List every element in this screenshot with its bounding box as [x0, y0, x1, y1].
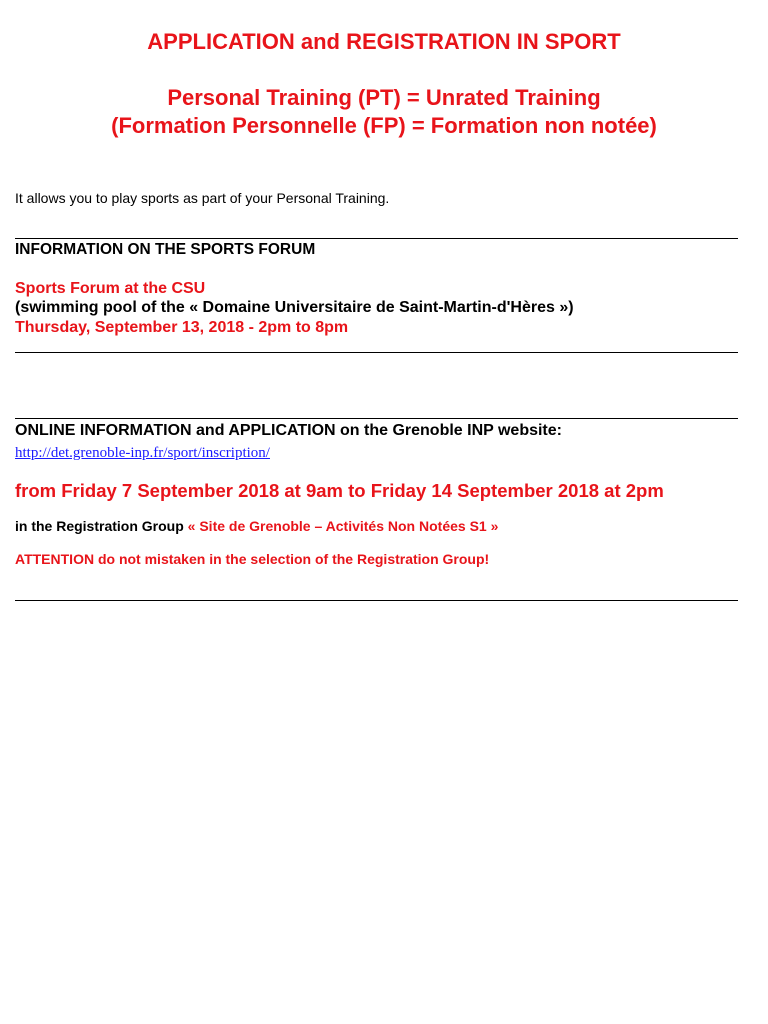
document-subtitle-line1: Personal Training (PT) = Unrated Training: [167, 85, 601, 110]
divider-line: [15, 352, 738, 353]
divider-line: [15, 238, 738, 239]
sports-forum-date: Thursday, September 13, 2018 - 2pm to 8pm: [15, 319, 349, 336]
registration-link[interactable]: http://det.grenoble-inp.fr/sport/inscription/: [15, 445, 270, 461]
registration-group-prefix: in the Registration Group: [15, 518, 184, 534]
attention-warning: ATTENTION do not mistaken in the selection of the Registration Group!: [15, 551, 490, 567]
online-application-heading: ONLINE INFORMATION and APPLICATION on the Grenoble INP website:: [15, 422, 562, 439]
sports-forum-heading: INFORMATION ON THE SPORTS FORUM: [15, 241, 316, 258]
intro-text: It allows you to play sports as part of your Personal Training.: [15, 190, 390, 206]
document-title: APPLICATION and REGISTRATION IN SPORT: [147, 29, 621, 54]
registration-period: from Friday 7 September 2018 at 9am to Friday 14 September 2018 at 2pm: [15, 480, 664, 501]
divider-line: [15, 600, 738, 601]
sports-forum-name: Sports Forum at the CSU: [15, 280, 206, 297]
registration-group-name: « Site de Grenoble – Activités Non Notées S1 »: [187, 518, 499, 534]
registration-group-line: [15, 517, 498, 535]
sports-forum-location: (swimming pool of the « Domaine Universitaire de Saint-Martin-d'Hères »): [15, 299, 574, 316]
document-subtitle-line2: (Formation Personnelle (FP) = Formation non notée): [111, 113, 657, 138]
divider-line: [15, 418, 738, 419]
